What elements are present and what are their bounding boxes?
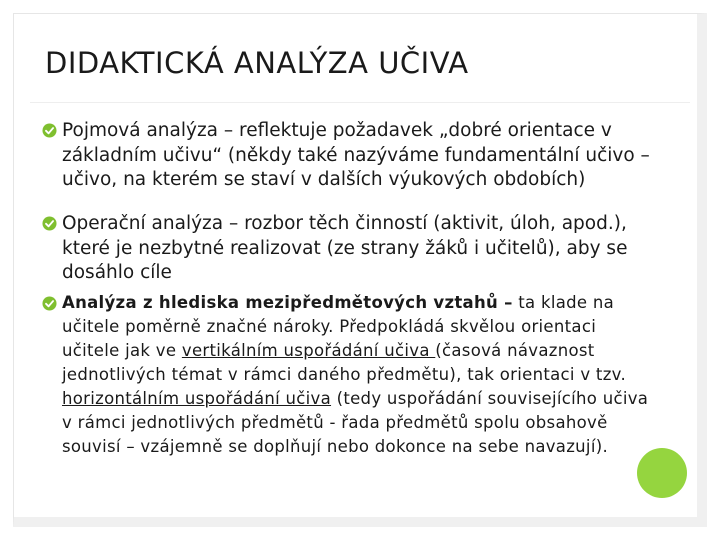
bullet-line: v rámci jednotlivých předmětů - řada předmětů spolu obsahově	[62, 413, 608, 432]
bullet-line: Operační analýza – rozbor těch činností (aktivit, úloh, apod.),	[62, 213, 627, 234]
bullet-line: učivo, na kterém se staví v dalších výukových obdobích)	[62, 169, 586, 190]
bullet-line	[62, 339, 694, 363]
bullet-line: které je nezbytné realizovat (ze strany žáků i učitelů), aby se	[62, 237, 628, 259]
bullet-line	[62, 291, 694, 315]
text-run: (tedy uspořádání souvisejícího učiva	[331, 389, 649, 408]
bullet-mezipredmetove-vztahy	[62, 291, 694, 459]
bullet-pojmova-analyza	[62, 119, 694, 193]
bullet-line: základním učivu“ (někdy také nazýváme fundamentální učivo –	[62, 144, 650, 166]
underlined-term: horizontálním uspořádání učiva	[62, 389, 332, 408]
text-run: (časová návaznost	[435, 341, 595, 360]
text-run: ta klade na	[512, 293, 615, 312]
bullet-line: souvisí – vzájemně se doplňují nebo dokonce na sebe navazují).	[62, 437, 608, 456]
slide-title: DIDAKTICKÁ ANALÝZA UČIVA	[45, 46, 469, 80]
bullet-line: učitele poměrně značné nároky. Předpokládá skvělou orientaci	[62, 317, 597, 336]
bullet-line: dosáhlo cíle	[62, 262, 172, 283]
bullet-line: jednotlivých témat v rámci daného předmětu), tak orientaci v tzv.	[62, 365, 626, 384]
bold-lead: Analýza z hlediska mezipředmětových vztahů –	[62, 293, 513, 312]
text-run: učitele jak ve	[62, 341, 182, 360]
green-circle-icon	[637, 448, 687, 498]
bullet-line: Pojmová analýza – reflektuje požadavek „dobré orientace v	[62, 120, 612, 141]
underlined-term: vertikálním uspořádání učiva	[181, 341, 436, 360]
bullet-operacni-analyza	[62, 212, 694, 286]
circle-check-icon	[42, 216, 57, 231]
circle-check-icon	[42, 123, 57, 138]
circle-check-icon	[42, 296, 57, 311]
title-divider	[30, 102, 690, 103]
bullet-line	[62, 387, 694, 411]
